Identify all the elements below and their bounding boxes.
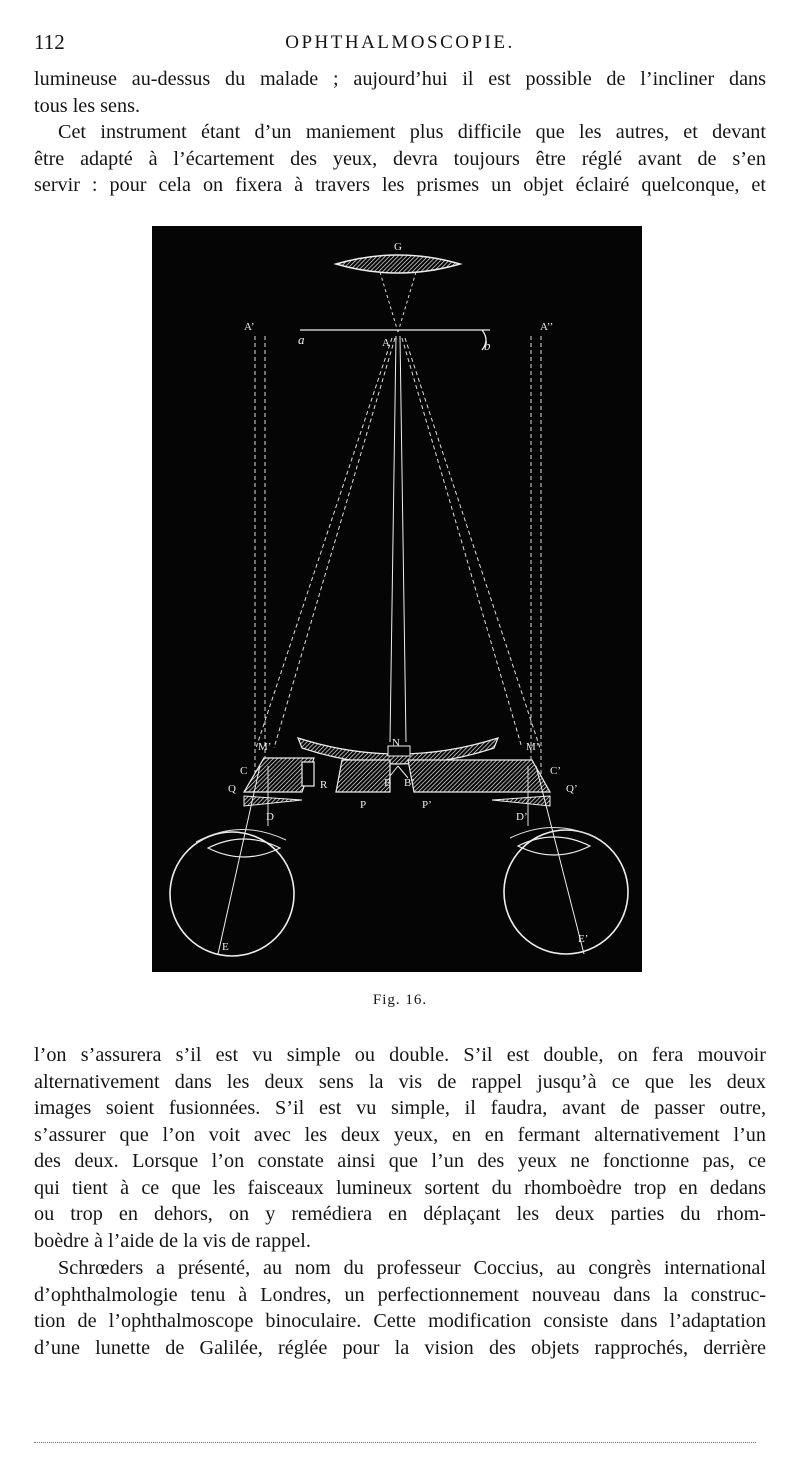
label-b-upper: B xyxy=(384,777,392,789)
label-e: E xyxy=(222,941,229,953)
text-line: tous les sens. xyxy=(34,94,140,117)
label-p: P xyxy=(360,799,367,811)
label-b-prime: B’ xyxy=(404,777,415,789)
paragraph xyxy=(34,1255,766,1361)
figure-caption: Fig. 16. xyxy=(372,992,428,1008)
text-line: s’assurer que l’on voit avec les deux yeux, en en fermant alternativement l’un xyxy=(34,1123,766,1146)
text-line: boèdre à l’aide de la vis de rappel. xyxy=(34,1229,311,1252)
label-a-prime: A’ xyxy=(244,321,255,333)
label-r: R xyxy=(320,779,328,791)
label-n: N xyxy=(392,737,400,749)
footer-rule xyxy=(34,1442,756,1443)
text-line: Schrœders a présenté, au nom du professeur Coccius, au congrès international xyxy=(58,1257,766,1279)
text-line: d’ophthalmologie tenu à Londres, un perfectionnement nouveau dans la construc- xyxy=(34,1283,766,1306)
page-header xyxy=(34,30,766,56)
text-line: tion de l’ophthalmoscope binoculaire. Cette modification consiste dans l’adaptation xyxy=(34,1310,766,1332)
label-small-a: a xyxy=(298,332,305,347)
paragraph xyxy=(34,119,766,199)
text-line: lumineuse au-dessus du malade ; aujourd’hui il est possible de l’incliner dans xyxy=(34,68,766,90)
label-a-double-prime: A’’ xyxy=(540,321,554,333)
label-q-prime: Q’ xyxy=(566,783,578,795)
text-line: des deux. Lorsque l’on constate ainsi que l’un des yeux ne fonctionne pas, ce xyxy=(34,1150,766,1172)
running-title: OPHTHALMOSCOPIE. xyxy=(285,32,515,53)
prism-center-left-b xyxy=(336,760,390,792)
paragraph xyxy=(34,1042,766,1254)
label-p-prime: P’ xyxy=(422,799,432,811)
text-line: servir : pour cela on fixera à travers les prismes un objet éclairé quelconque, et xyxy=(34,174,766,196)
label-e-prime: E’ xyxy=(578,933,589,945)
text-line: ou trop en dehors, on y remédiera en déplaçant les deux parties du rhom- xyxy=(34,1203,766,1225)
paragraph xyxy=(34,66,766,119)
text-line: qui tient à ce que les faisceaux lumineux sortent du rhomboèdre trop en dedans xyxy=(34,1176,766,1199)
label-g: G xyxy=(394,241,402,253)
text-line: être adapté à l’écartement des yeux, devra toujours être réglé avant de s’en xyxy=(34,147,766,170)
left-eye-lens xyxy=(208,839,280,857)
text-line: l’on s’assurera s’il est vu simple ou double. S’il est double, on fera mouvoir xyxy=(34,1044,766,1066)
label-m-right: M’ xyxy=(526,741,540,753)
text-line: alternativement dans les deux sens la vis de rappel jusqu’à ce que les deux xyxy=(34,1070,766,1093)
label-a: A xyxy=(382,337,390,349)
wedge-prism-d2 xyxy=(492,796,550,806)
label-c: C xyxy=(240,765,248,777)
prism-r xyxy=(302,762,314,786)
label-small-b: b xyxy=(484,338,491,353)
label-c-prime: C’ xyxy=(550,765,561,777)
label-q: Q xyxy=(228,783,236,795)
lens-g xyxy=(336,255,460,273)
page-number: 112 xyxy=(34,30,65,54)
label-d-prime: D’ xyxy=(516,811,528,823)
label-d: D xyxy=(266,811,274,823)
figure-16-binocular-ophthalmoscope xyxy=(152,226,642,972)
text-line: Cet instrument étant d’un maniement plus difficile que les autres, et devant xyxy=(58,121,766,143)
text-line: images soient fusionnées. S’il est vu simple, il faudra, avant de passer outre, xyxy=(34,1097,766,1119)
right-eye-lens xyxy=(518,837,590,855)
prism-center-right-b2 xyxy=(408,760,550,792)
text-line: d’une lunette de Galilée, réglée pour la vision des objets rapprochés, derrière xyxy=(34,1336,766,1359)
label-m-left: M’ xyxy=(258,741,272,753)
